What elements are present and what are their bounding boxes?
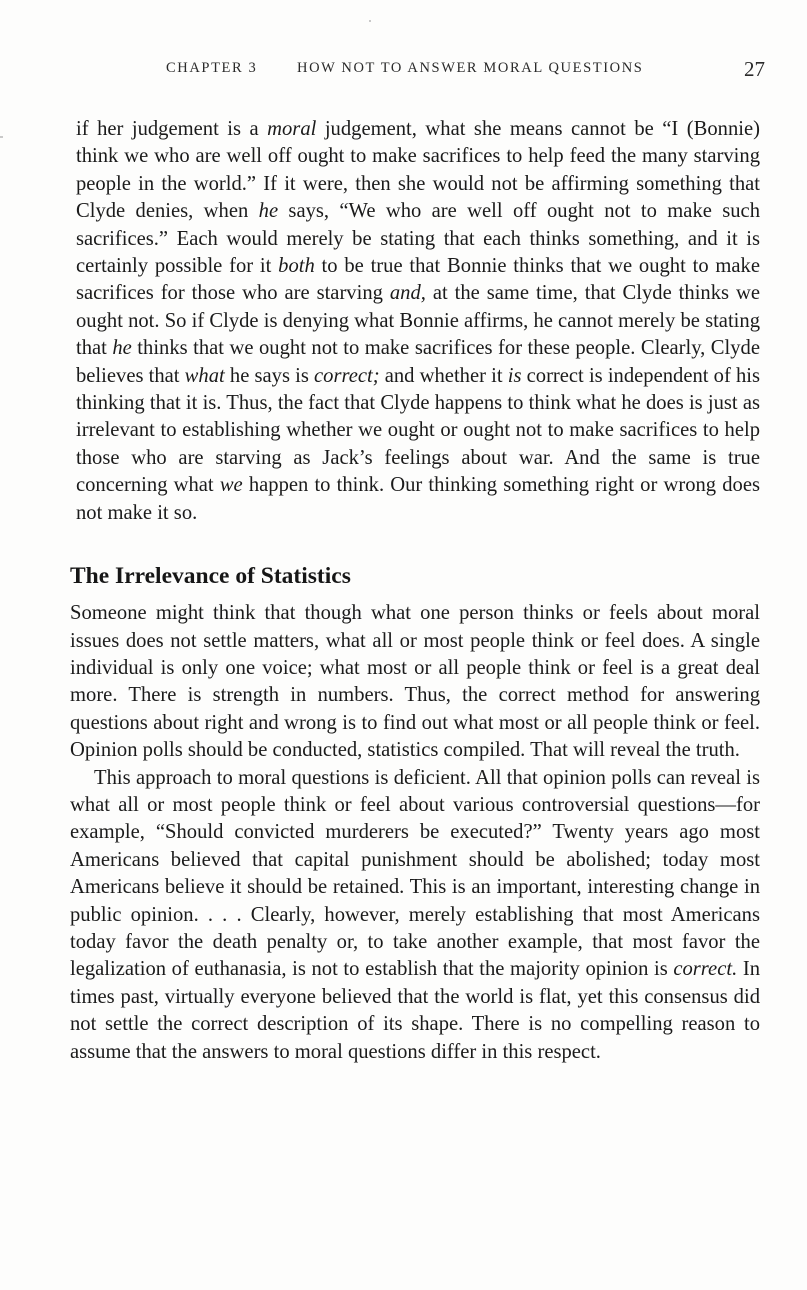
italic-run: and,: [389, 282, 426, 305]
page-number: 27: [744, 57, 765, 81]
chapter-title: HOW NOT TO ANSWER MORAL QUESTIONS: [297, 60, 644, 76]
text-run: judgement, what she means cannot be “I (Bonnie) think we who are well off ought to make sacrifices to help feed the many starving people in the world.” If it were, then she would not be affirming something that Clyde denies, when: [76, 118, 760, 223]
scan-mark-top: [369, 20, 371, 22]
text-run: he says is: [224, 364, 315, 387]
italic-run: what: [184, 364, 225, 387]
text-run: says, “We who are well off ought not to make such sacrifices.” Each would merely be stating that each thinks something, and it is certainly possible for it: [76, 200, 760, 278]
paragraph-1: [76, 116, 760, 527]
text-run: thinks that we ought not to make sacrifices for these people. Clearly, Clyde believes that: [76, 337, 760, 387]
text-run: and whether it: [379, 364, 508, 387]
italic-run: both: [278, 255, 315, 278]
italic-run: correct;: [314, 364, 380, 387]
text-run: correct is independent of his thinking that it is. Thus, the fact that Clyde happens to think what he does is just as irrelevant to establishing whether we ought or ought not to make sacrifices to help those who are starving as Jack’s feelings about war. And the same is true concerning what: [76, 364, 760, 497]
text-run: This approach to moral questions is deficient. All that opinion polls can reveal is what all or most people think or feel about various controversial questions—for example, “Should convicted murderers be executed?” Twenty years ago most Americans believed that capital punishment should be abolished; today most Americans believe it should be retained. This is an important, interesting change in public opinion. . . . Clearly, however, merely establishing that most Americans today favor the death penalty or, to take another example, that most favor the legalization of euthanasia, is not to establish that the majority opinion is: [70, 766, 760, 981]
italic-run: we: [219, 474, 243, 497]
italic-run: is: [507, 364, 522, 387]
scan-mark-left: [0, 136, 3, 138]
section-heading: The Irrelevance of Statistics: [70, 563, 351, 590]
text-run: if her judgement is a: [76, 118, 268, 140]
italic-run: he: [258, 200, 279, 223]
italic-run: moral: [267, 118, 317, 140]
chapter-label: CHAPTER 3: [166, 60, 258, 76]
italic-run: correct.: [673, 958, 738, 981]
italic-run: he: [112, 337, 132, 360]
running-head: [160, 57, 765, 82]
text-run: to be true that Bonnie thinks that we ought to make sacrifices for those who are starving: [76, 255, 760, 305]
paragraph-3: [70, 765, 760, 1066]
text-run: happen to think. Our thinking something right or wrong does not make it so.: [76, 474, 760, 524]
body-text: [70, 116, 760, 1066]
text-run: In times past, virtually everyone believed that the world is flat, yet this consensus did not settle the correct description of its shape. There is no compelling reason to assume that the answers to moral questions differ in this respect.: [70, 958, 760, 1063]
paragraph-2: Someone might think that though what one person thinks or feels about moral issues does not settle matters, what all or most people think or feel does. A single individual is only one voice; what most or all people think or feel is a great deal more. There is strength in numbers. Thus, the correct method for answering questions about right and wrong is to find out what most or all people think or feel. Opinion polls should be conducted, statistics compiled. That will reveal the truth.: [70, 602, 760, 762]
text-run: at the same time, that Clyde thinks we ought not. So if Clyde is denying what Bonnie affirms, he cannot merely be stating that: [76, 282, 760, 360]
